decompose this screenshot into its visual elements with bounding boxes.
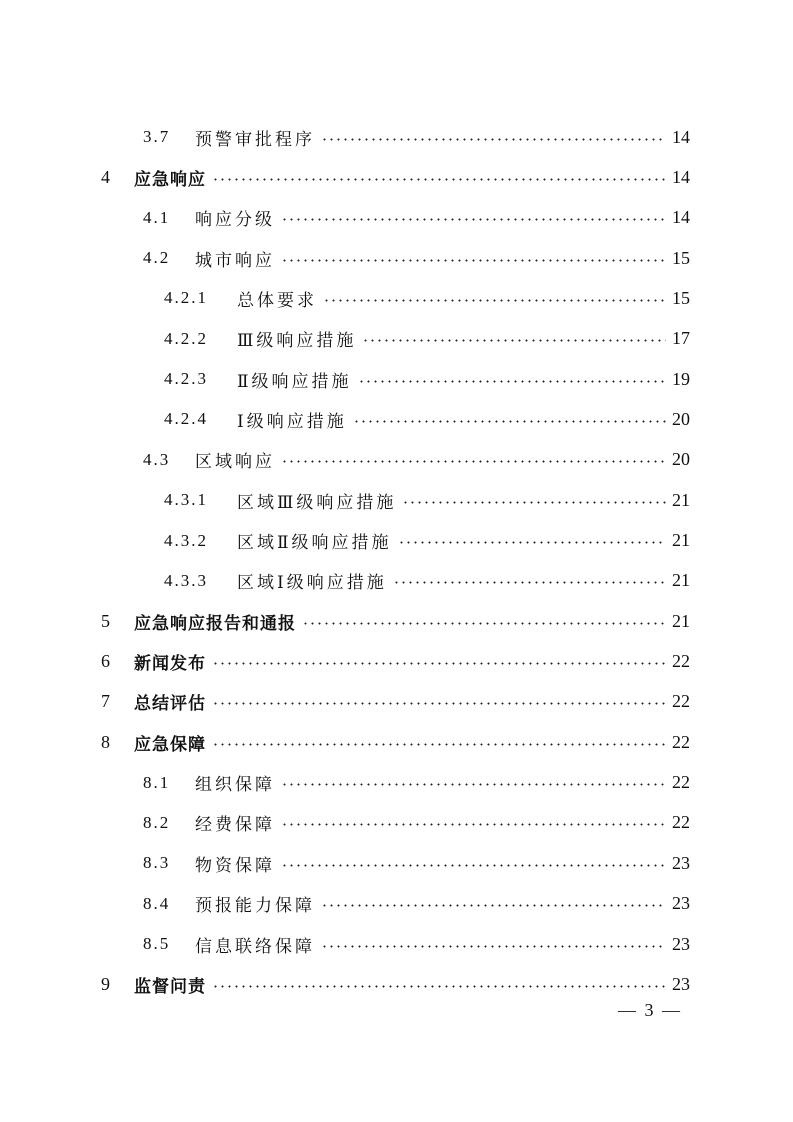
toc-entry-page-number: 23	[672, 893, 690, 914]
toc-entry-number: 9	[101, 973, 112, 994]
toc-entry[interactable]	[101, 646, 690, 678]
toc-entry-number: 4.2.2	[164, 328, 208, 348]
toc-entry-page-number: 22	[672, 731, 690, 752]
toc-entry-number: 4	[101, 166, 112, 187]
toc-dot-leader	[353, 420, 666, 423]
toc-entry-number: 3.7	[143, 127, 171, 146]
toc-entry-number: 4.3	[143, 449, 171, 469]
toc-entry[interactable]	[143, 847, 690, 879]
toc-entry-title: 监督问责	[134, 976, 206, 997]
toc-entry[interactable]	[143, 807, 690, 839]
toc-entry-page-number: 15	[672, 287, 690, 308]
toc-entry-title: 总结评估	[134, 694, 206, 715]
toc-dot-leader	[281, 864, 666, 867]
toc-entry-number: 4.3.3	[164, 570, 208, 590]
toc-entry[interactable]	[164, 363, 690, 395]
toc-entry-page-number: 22	[672, 691, 690, 712]
toc-entry[interactable]	[101, 161, 690, 193]
toc-entry[interactable]	[143, 888, 690, 920]
toc-entry[interactable]	[164, 565, 690, 597]
toc-entry[interactable]	[164, 484, 690, 516]
toc-entry-number: 7	[101, 691, 112, 712]
toc-entry-page-number: 21	[672, 489, 690, 510]
toc-entry[interactable]	[101, 968, 690, 1000]
toc-dot-leader	[281, 823, 666, 826]
toc-entry-title: 总体要求	[237, 290, 317, 311]
toc-dot-leader	[281, 218, 666, 221]
toc-dot-leader	[281, 460, 666, 463]
toc-entry-title: 响应分级	[195, 210, 275, 231]
toc-entry-number: 5	[101, 610, 112, 631]
toc-entry[interactable]	[101, 726, 690, 758]
toc-entry-page-number: 23	[672, 933, 690, 954]
toc-dot-leader	[281, 259, 666, 262]
toc-entry-title: 应急响应报告和通报	[134, 613, 296, 634]
toc-entry-number: 8.2	[143, 812, 171, 832]
toc-entry-number: 4.2.4	[164, 409, 208, 429]
toc-dot-leader	[358, 380, 666, 383]
toc-entry[interactable]	[143, 121, 690, 153]
toc-entry-title: 预报能力保障	[195, 896, 315, 917]
toc-entry-number: 8.5	[143, 934, 171, 953]
toc-entry-title: 物资保障	[195, 855, 275, 876]
toc-entry-number: 4.3.1	[164, 490, 208, 510]
toc-dot-leader	[321, 904, 666, 907]
toc-entry-page-number: 21	[672, 570, 690, 591]
toc-entry-number: 8.3	[143, 853, 171, 873]
toc-dot-leader	[402, 501, 666, 504]
toc-entry-page-number: 22	[672, 651, 690, 672]
toc-dot-leader	[323, 299, 666, 302]
toc-entry-title: 城市响应	[195, 250, 275, 271]
toc-entry-title: 区域Ⅲ级响应措施	[237, 492, 397, 513]
toc-entry-title: Ⅰ级响应措施	[237, 411, 347, 432]
toc-dot-leader	[212, 662, 666, 665]
toc-dot-leader	[281, 783, 666, 786]
toc-entry-number: 6	[101, 651, 112, 672]
page-number: — 3 —	[618, 1000, 682, 1020]
toc-entry-page-number: 20	[672, 449, 690, 470]
toc-dot-leader	[321, 138, 666, 141]
toc-entry-title: 预警审批程序	[195, 129, 315, 150]
toc-dot-leader	[393, 581, 666, 584]
toc-entry-page-number: 15	[672, 247, 690, 268]
toc-entry[interactable]	[101, 686, 690, 718]
toc-entry-page-number: 21	[672, 530, 690, 550]
toc-dot-leader	[321, 945, 666, 948]
toc-entry-title: Ⅲ级响应措施	[237, 331, 357, 352]
toc-dot-leader	[212, 702, 666, 705]
toc-entry[interactable]	[164, 403, 690, 435]
toc-entry-number: 4.2.1	[164, 288, 208, 308]
toc-entry-title: 区域Ⅰ级响应措施	[237, 573, 387, 594]
toc-entry-title: 应急响应	[134, 169, 206, 190]
toc-entry[interactable]	[143, 928, 690, 960]
toc-entry[interactable]	[143, 242, 690, 274]
toc-dot-leader	[212, 178, 666, 181]
toc-entry-page-number: 17	[672, 328, 690, 349]
toc-entry-page-number: 14	[672, 166, 690, 187]
toc-entry-title: 应急保障	[134, 734, 206, 755]
toc-entry[interactable]	[143, 767, 690, 799]
toc-dot-leader	[398, 541, 666, 544]
toc-entry-page-number: 22	[672, 812, 690, 833]
toc-entry-title: 组织保障	[195, 775, 275, 796]
toc-entry[interactable]	[143, 202, 690, 234]
toc-entry-page-number: 14	[672, 207, 690, 228]
toc-entry-title: 经费保障	[195, 815, 275, 836]
toc-dot-leader	[302, 622, 666, 625]
toc-entry-page-number: 19	[672, 368, 690, 389]
toc-dot-leader	[362, 339, 666, 342]
toc-entry-number: 4.1	[143, 207, 171, 227]
toc-entry[interactable]	[143, 444, 690, 476]
toc-entry-title: 新闻发布	[134, 654, 206, 675]
toc-entry-title: 区域Ⅱ级响应措施	[237, 533, 392, 553]
toc-dot-leader	[212, 985, 666, 988]
toc-dot-leader	[212, 743, 666, 746]
toc-entry-page-number: 22	[672, 772, 690, 793]
toc-entry-page-number: 23	[672, 852, 690, 873]
toc-entry-number: 8.4	[143, 893, 171, 913]
toc-entry-title: 区域响应	[195, 452, 275, 473]
toc-entry-title: Ⅱ级响应措施	[237, 371, 352, 392]
toc-entry-title: 信息联络保障	[195, 936, 315, 957]
toc-entry[interactable]	[164, 282, 690, 314]
toc-entry-number: 8.1	[143, 772, 171, 792]
toc-entry[interactable]	[164, 323, 690, 355]
toc-entry-page-number: 14	[672, 126, 690, 147]
toc-entry[interactable]	[164, 525, 690, 557]
toc-entry[interactable]	[101, 605, 690, 637]
toc-entry-page-number: 20	[672, 408, 690, 429]
toc-entry-number: 4.2	[143, 248, 171, 268]
toc-entry-page-number: 23	[672, 973, 690, 994]
toc-entry-number: 4.2.3	[164, 369, 208, 389]
toc-entry-number: 8	[101, 731, 112, 752]
toc-entry-page-number: 21	[672, 610, 690, 631]
toc-entry-number: 4.3.2	[164, 530, 208, 550]
